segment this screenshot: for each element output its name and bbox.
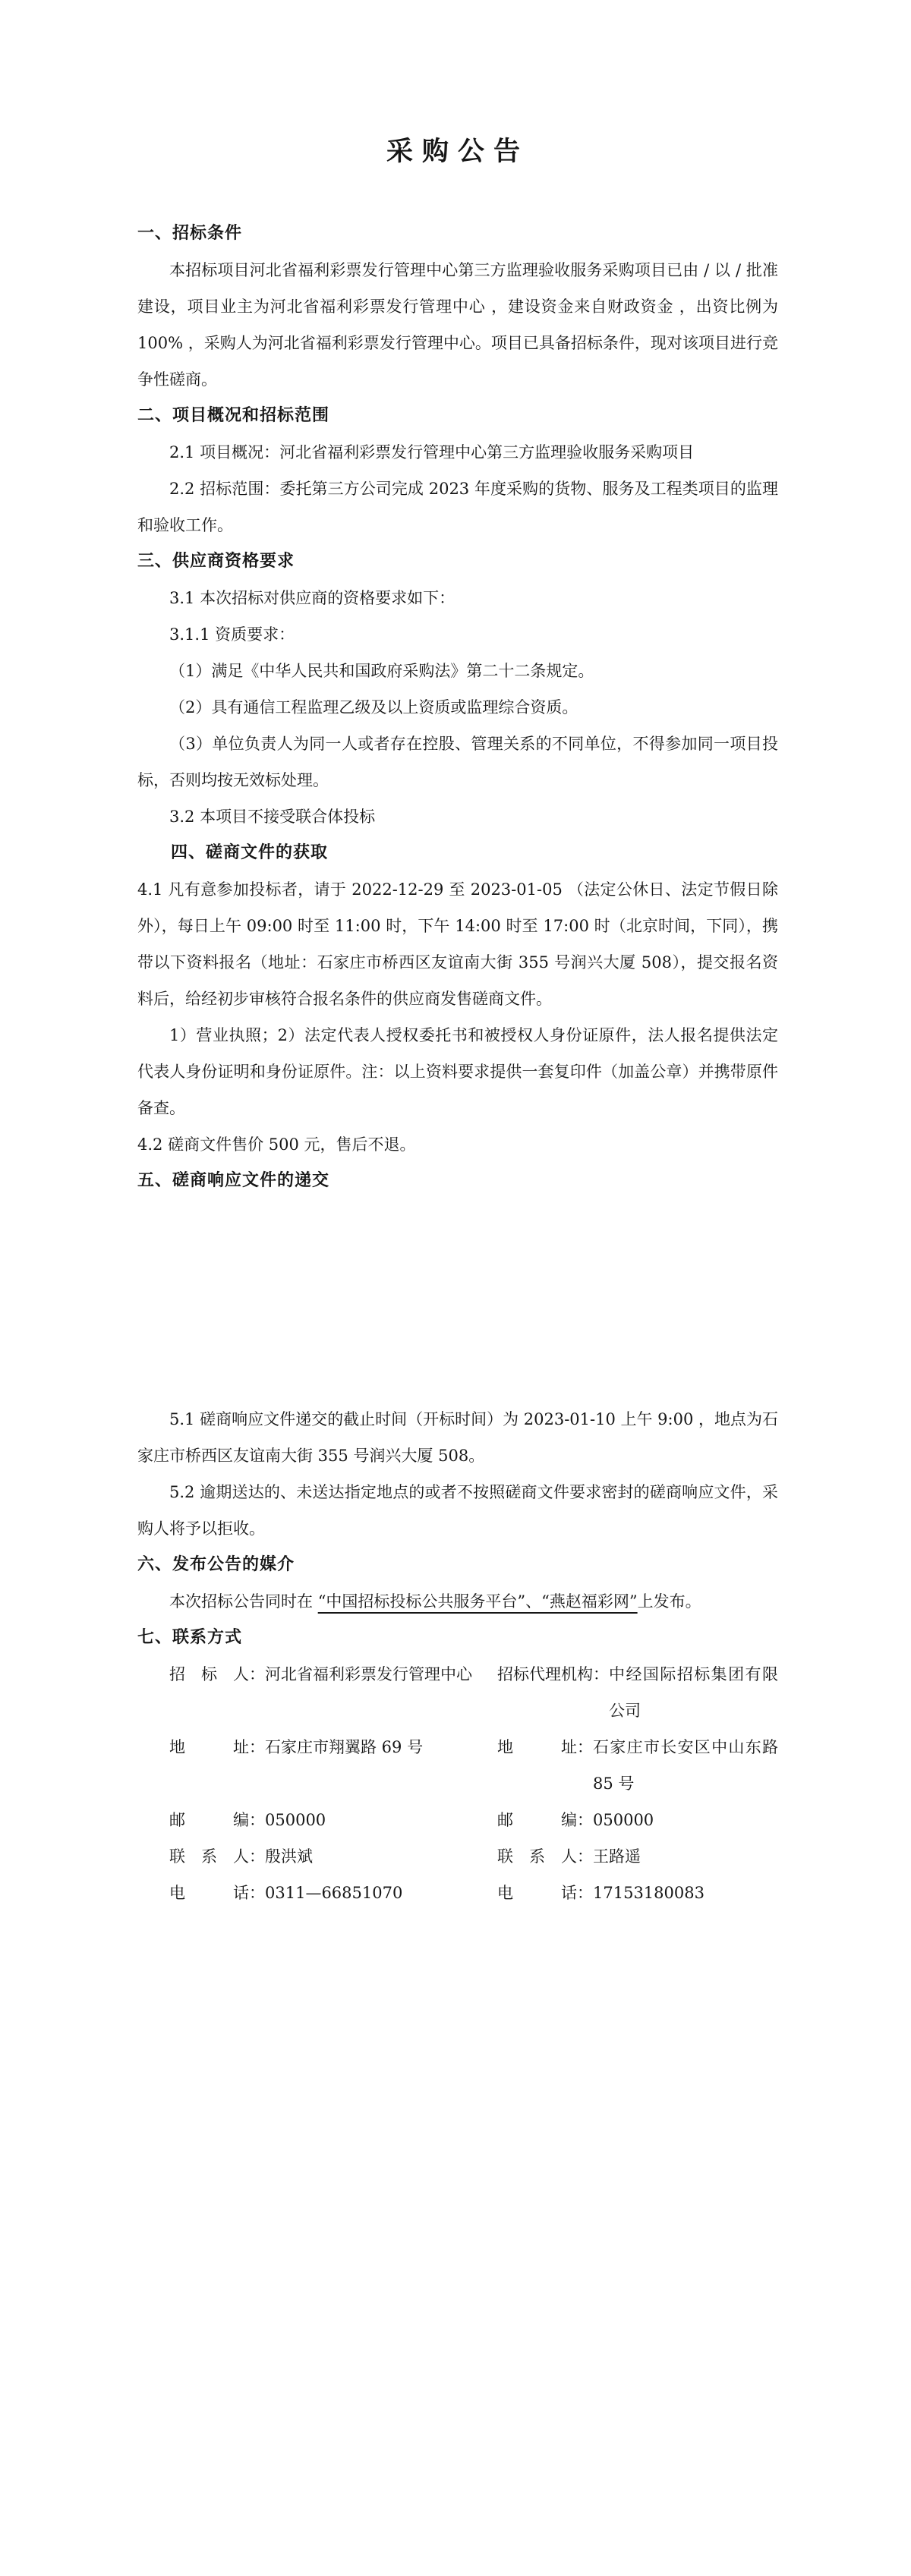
tenderer-address-cell — [137, 1729, 497, 1802]
agency-label: 招标代理机构： — [497, 1665, 609, 1683]
publishing-platform-names: “中国招标投标公共服务平台”、“燕赵福彩网” — [317, 1592, 638, 1611]
section-3-paragraph-3-1: 3.1 本次招标对供应商的资格要求如下： — [169, 589, 456, 607]
section-1-heading: 一、招标条件 — [137, 224, 243, 243]
agency-phone-cell — [497, 1875, 778, 1911]
section-4-paragraph-4-2: 4.2 磋商文件售价 500 元，售后不退。 — [137, 1135, 416, 1154]
tenderer-value: 河北省福利彩票发行管理中心 — [265, 1665, 472, 1683]
document-title: 采购公告 — [386, 136, 529, 167]
agency-address-value: 石家庄市长安区中山东路 85 号 — [593, 1738, 778, 1793]
section-5-paragraph-5-2: 5.2 逾期送达的、未送达指定地点的或者不按照磋商文件要求密封的磋商响应文件，采购人将予以拒收。 — [137, 1483, 778, 1538]
tenderer-person-value: 殷洪斌 — [265, 1847, 313, 1866]
agency-postcode-label: 邮 编： — [497, 1811, 593, 1829]
tenderer-person-label: 联 系 人： — [169, 1847, 265, 1866]
section-3-item-3: （3）单位负责人为同一人或者存在控股、管理关系的不同单位，不得参加同一项目投标，否则均按无效标处理。 — [137, 735, 778, 789]
agency-cell — [497, 1656, 778, 1729]
page-break-gap — [137, 1199, 778, 1401]
agency-person-value: 王路遥 — [593, 1847, 641, 1866]
tenderer-phone-cell — [137, 1875, 497, 1911]
section-7-heading: 七、联系方式 — [137, 1628, 243, 1647]
section-4-required-documents: 1）营业执照；2）法定代表人授权委托书和被授权人身份证原件，法人报名提供法定代表人身份证明和身份证原件。注：以上资料要求提供一套复印件（加盖公章）并携带原件备查。 — [137, 1026, 778, 1117]
section-3-paragraph-3-1-1: 3.1.1 资质要求： — [169, 625, 295, 644]
agency-value: 中经国际招标集团有限公司 — [609, 1665, 778, 1720]
section-3-item-1: （1）满足《中华人民共和国政府采购法》第二十二条规定。 — [169, 662, 594, 680]
contact-row-postcode — [137, 1802, 778, 1838]
agency-address-cell — [497, 1729, 778, 1802]
media-sentence-prefix: 本次招标公告同时在 — [169, 1592, 318, 1611]
tenderer-phone-value: 0311—66851070 — [265, 1884, 403, 1902]
tenderer-postcode-cell — [137, 1802, 497, 1838]
tenderer-cell — [137, 1656, 497, 1729]
section-2-paragraph-scope: 2.2 招标范围：委托第三方公司完成 2023 年度采购的货物、服务及工程类项目的监理和验收工作。 — [137, 480, 778, 534]
agency-postcode-value: 050000 — [593, 1811, 654, 1829]
tenderer-postcode-label: 邮 编： — [169, 1811, 265, 1829]
contact-row-address — [137, 1729, 778, 1802]
agency-phone-value: 17153180083 — [593, 1884, 705, 1902]
media-sentence-suffix: 上发布。 — [637, 1592, 701, 1611]
section-4-heading: 四、磋商文件的获取 — [171, 843, 329, 862]
agency-phone-label: 电 话： — [497, 1884, 593, 1902]
tenderer-label: 招 标 人： — [169, 1665, 265, 1683]
section-4-paragraph-4-1: 4.1 凡有意参加投标者，请于 2022-12-29 至 2023-01-05 （法定公休日、法定节假日除外），每日上午 09:00 时至 11:00 时，下午 14:00 时至 17:00 时（北京时间，下同），携带以下资料报名（地址：石家庄市桥西区友谊南大街 355 号润兴大厦 508），提交报名资料后，给经初步审核符合报名条件的供应商发售磋商文件。 — [137, 880, 778, 1008]
section-5-heading: 五、磋商响应文件的递交 — [137, 1171, 330, 1190]
tenderer-phone-label: 电 话： — [169, 1884, 265, 1902]
tenderer-postcode-value: 050000 — [265, 1811, 326, 1829]
contact-row-phone — [137, 1875, 778, 1911]
section-2-paragraph-overview: 2.1 项目概况：河北省福利彩票发行管理中心第三方监理验收服务采购项目 — [169, 443, 695, 461]
contact-info-table — [137, 1656, 778, 1911]
section-6-paragraph — [137, 1583, 778, 1620]
tenderer-address-label: 地 址： — [169, 1738, 265, 1756]
agency-person-label: 联 系 人： — [497, 1847, 593, 1866]
section-3-paragraph-3-2: 3.2 本项目不接受联合体投标 — [169, 808, 376, 826]
section-5-paragraph-5-1: 5.1 磋商响应文件递交的截止时间（开标时间）为 2023-01-10 上午 9:00 ，地点为石家庄市桥西区友谊南大街 355 号润兴大厦 508。 — [137, 1410, 779, 1465]
contact-row-person — [137, 1838, 778, 1875]
section-3-item-2: （2）具有通信工程监理乙级及以上资质或监理综合资质。 — [169, 698, 578, 716]
section-3-heading: 三、供应商资格要求 — [137, 552, 295, 571]
agency-address-label: 地 址： — [497, 1738, 593, 1756]
agency-person-cell — [497, 1838, 778, 1875]
section-1-paragraph: 本招标项目河北省福利彩票发行管理中心第三方监理验收服务采购项目已由 / 以 / 批准建设，项目业主为河北省福利彩票发行管理中心 ，建设资金来自财政资金 ，出资比例为 100% ，采购人为河北省福利彩票发行管理中心。项目已具备招标条件，现对该项目进行竞争性磋商。 — [137, 261, 778, 389]
section-2-heading: 二、项目概况和招标范围 — [137, 406, 330, 425]
tenderer-person-cell — [137, 1838, 497, 1875]
section-6-heading: 六、发布公告的媒介 — [137, 1555, 295, 1574]
contact-row-tenderer — [137, 1656, 778, 1729]
agency-postcode-cell — [497, 1802, 778, 1838]
tenderer-address-value: 石家庄市翔翼路 69 号 — [265, 1738, 424, 1756]
